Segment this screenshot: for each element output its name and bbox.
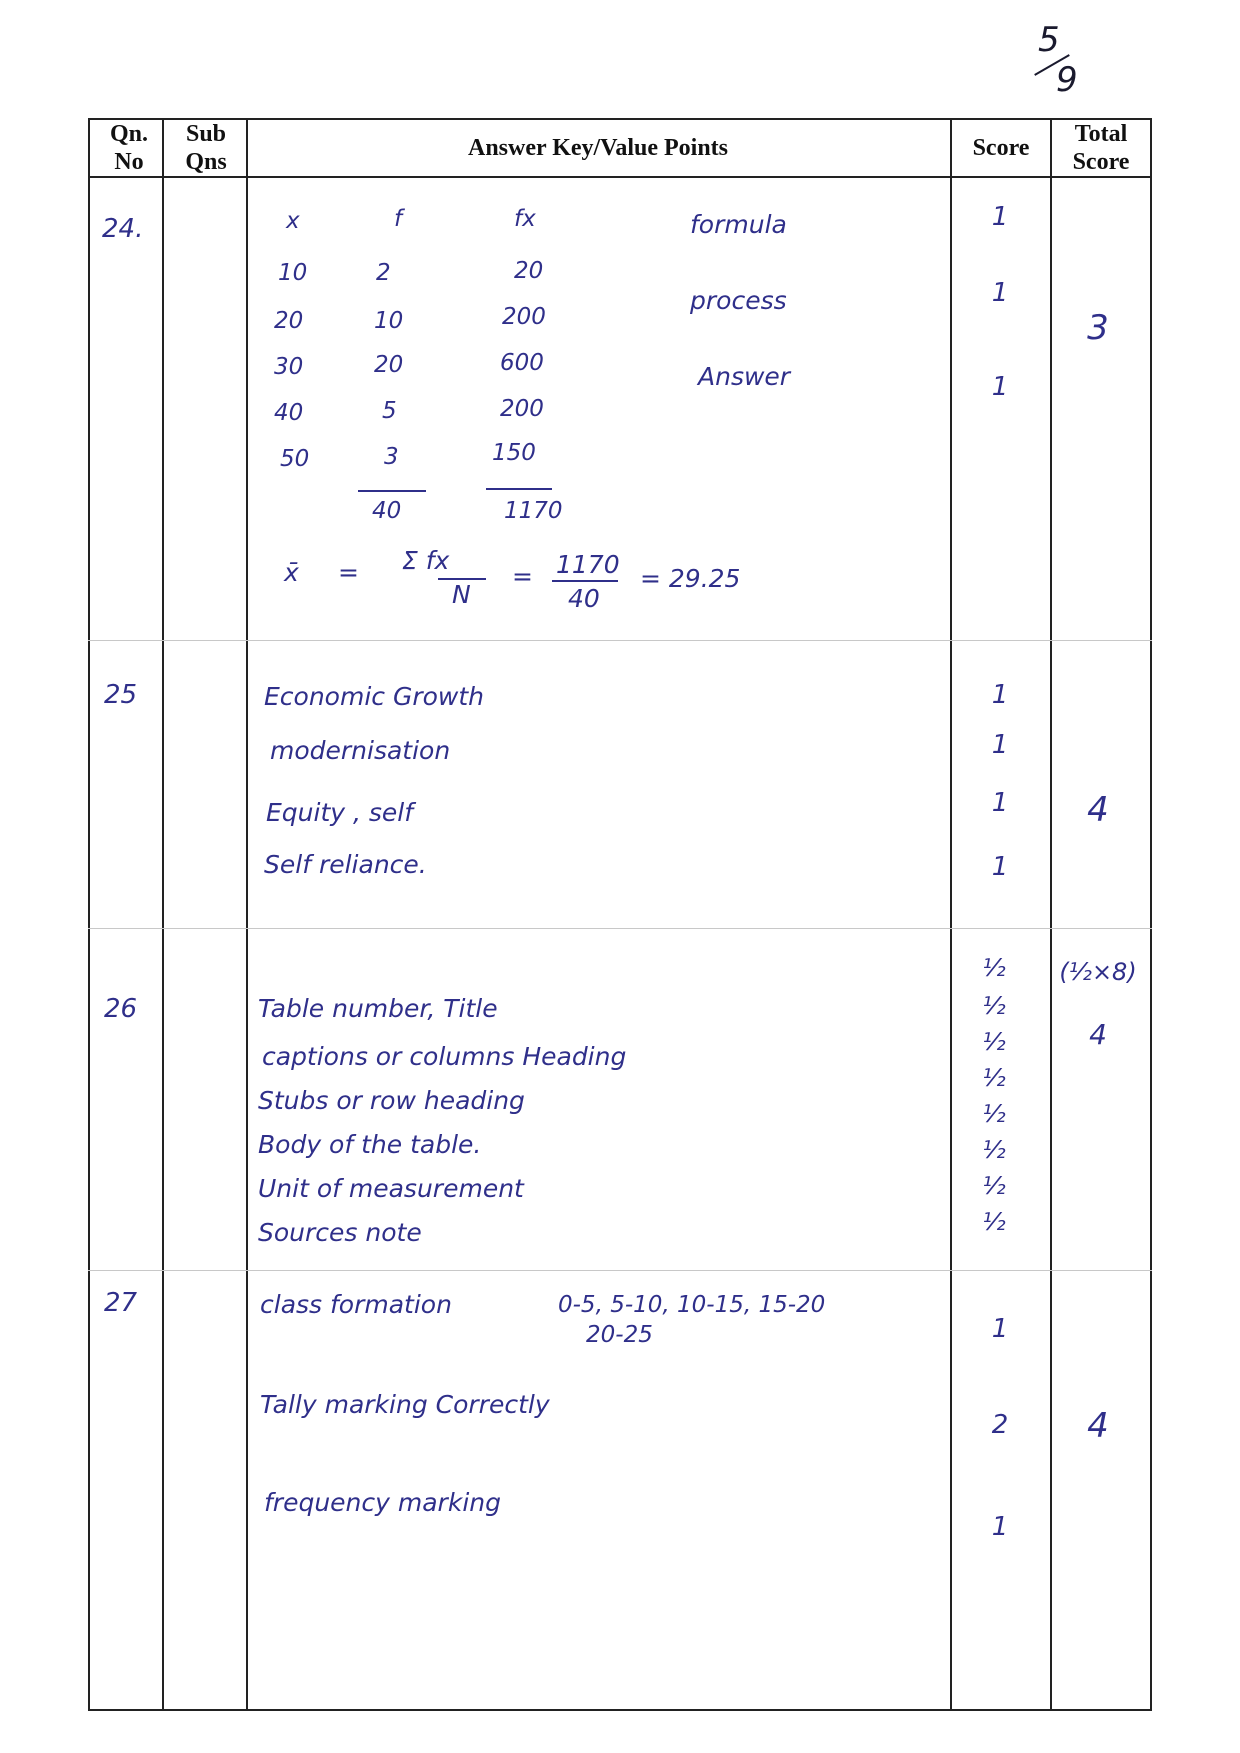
score: 1	[991, 372, 1009, 402]
answer-point: Unit of measurement	[258, 1174, 524, 1203]
page-number-total: 9	[1056, 60, 1078, 100]
score: 2	[991, 1410, 1009, 1440]
cell-x: 30	[274, 354, 304, 380]
score: ½	[982, 1064, 1006, 1092]
score: 1	[991, 1314, 1009, 1344]
mean-symbol: x̄	[284, 558, 299, 587]
answer-point: Self reliance.	[264, 850, 427, 879]
score: 1	[991, 202, 1009, 232]
cell-x: 50	[280, 446, 310, 472]
answer-point: captions or columns Heading	[262, 1042, 627, 1071]
total-score-note: (½×8)	[1059, 958, 1137, 986]
answer-point: Economic Growth	[264, 682, 485, 711]
equals-sign: =	[338, 558, 359, 587]
score: 1	[991, 1512, 1009, 1542]
score: ½	[982, 1100, 1006, 1128]
note-answer: Answer	[698, 362, 791, 391]
header-total: Total Score	[1072, 121, 1130, 175]
formula-numerator: Σ fx	[402, 546, 450, 575]
frame-right	[1150, 118, 1152, 1711]
answer-point: Equity , self	[266, 798, 414, 827]
cell-x: 20	[274, 308, 304, 334]
note-formula: formula	[690, 210, 787, 239]
total-score: 4	[1087, 1406, 1109, 1446]
score: ½	[982, 992, 1006, 1020]
note-process: process	[690, 286, 787, 315]
class-intervals: 0-5, 5-10, 10-15, 15-20	[558, 1292, 826, 1318]
result: = 29.25	[640, 564, 741, 593]
question-number: 26	[104, 994, 138, 1024]
cell-f: 2	[376, 260, 391, 286]
tally-marking: Tally marking Correctly	[260, 1390, 550, 1419]
cell-f: 3	[384, 444, 399, 470]
cell-fx: 200	[500, 396, 544, 422]
header-qno: Qn. No	[109, 121, 148, 175]
total-score: 4	[1087, 790, 1109, 830]
cell-fx: 20	[514, 258, 544, 284]
answer-point: Body of the table.	[258, 1130, 482, 1159]
score: ½	[982, 954, 1006, 982]
score: 1	[991, 788, 1009, 818]
score: 1	[991, 852, 1009, 882]
table-header-x: x	[286, 208, 300, 234]
col-divider-1	[162, 118, 164, 1711]
table-header-f: f	[394, 206, 403, 232]
value-denominator: 40	[568, 584, 600, 613]
total-score: 3	[1087, 308, 1109, 348]
cell-fx: 200	[502, 304, 546, 330]
class-intervals-continued: 20-25	[586, 1322, 653, 1348]
row-separator	[88, 640, 1152, 641]
value-numerator: 1170	[556, 550, 620, 579]
frequency-marking: frequency marking	[264, 1488, 501, 1517]
answer-point: Sources note	[258, 1218, 422, 1247]
cell-fx: 150	[492, 440, 536, 466]
score: ½	[982, 1136, 1006, 1164]
question-number: 25	[104, 680, 138, 710]
class-formation-label: class formation	[260, 1290, 452, 1319]
answer-point: modernisation	[270, 736, 451, 765]
answer-point: Table number, Title	[258, 994, 498, 1023]
score: ½	[982, 1172, 1006, 1200]
header-sub: Sub Qns	[185, 121, 227, 175]
total-fx: 1170	[504, 498, 563, 524]
table-header-fx: fx	[514, 206, 536, 232]
header-divider	[88, 176, 1152, 178]
score: 1	[991, 278, 1009, 308]
answer-point: Stubs or row heading	[258, 1086, 525, 1115]
answer-key-sheet	[88, 118, 1152, 1711]
sum-underline-f	[358, 490, 426, 492]
score: ½	[982, 1028, 1006, 1056]
page-number	[1028, 20, 1088, 100]
header-answer: Answer Key/Value Points	[467, 135, 728, 161]
header-score: Score	[972, 135, 1030, 161]
question-number: 27	[104, 1288, 138, 1318]
col-divider-3	[950, 118, 952, 1711]
row-separator	[88, 928, 1152, 929]
cell-f: 20	[374, 352, 404, 378]
col-divider-4	[1050, 118, 1052, 1711]
row-separator	[88, 1270, 1152, 1271]
page-number-current: 5	[1038, 20, 1060, 60]
sum-underline-fx	[486, 488, 552, 490]
formula-denominator: N	[452, 580, 471, 609]
score: 1	[991, 730, 1009, 760]
cell-f: 10	[374, 308, 404, 334]
frame-left	[88, 118, 90, 1711]
value-fraction-bar	[552, 580, 618, 582]
cell-f: 5	[382, 398, 397, 424]
question-number: 24.	[102, 214, 144, 244]
total-f: 40	[372, 498, 402, 524]
cell-x: 10	[278, 260, 308, 286]
equals-sign: =	[512, 562, 533, 591]
col-divider-2	[246, 118, 248, 1711]
score: ½	[982, 1208, 1006, 1236]
total-score: 4	[1089, 1018, 1107, 1051]
cell-x: 40	[274, 400, 304, 426]
cell-fx: 600	[500, 350, 544, 376]
score: 1	[991, 680, 1009, 710]
